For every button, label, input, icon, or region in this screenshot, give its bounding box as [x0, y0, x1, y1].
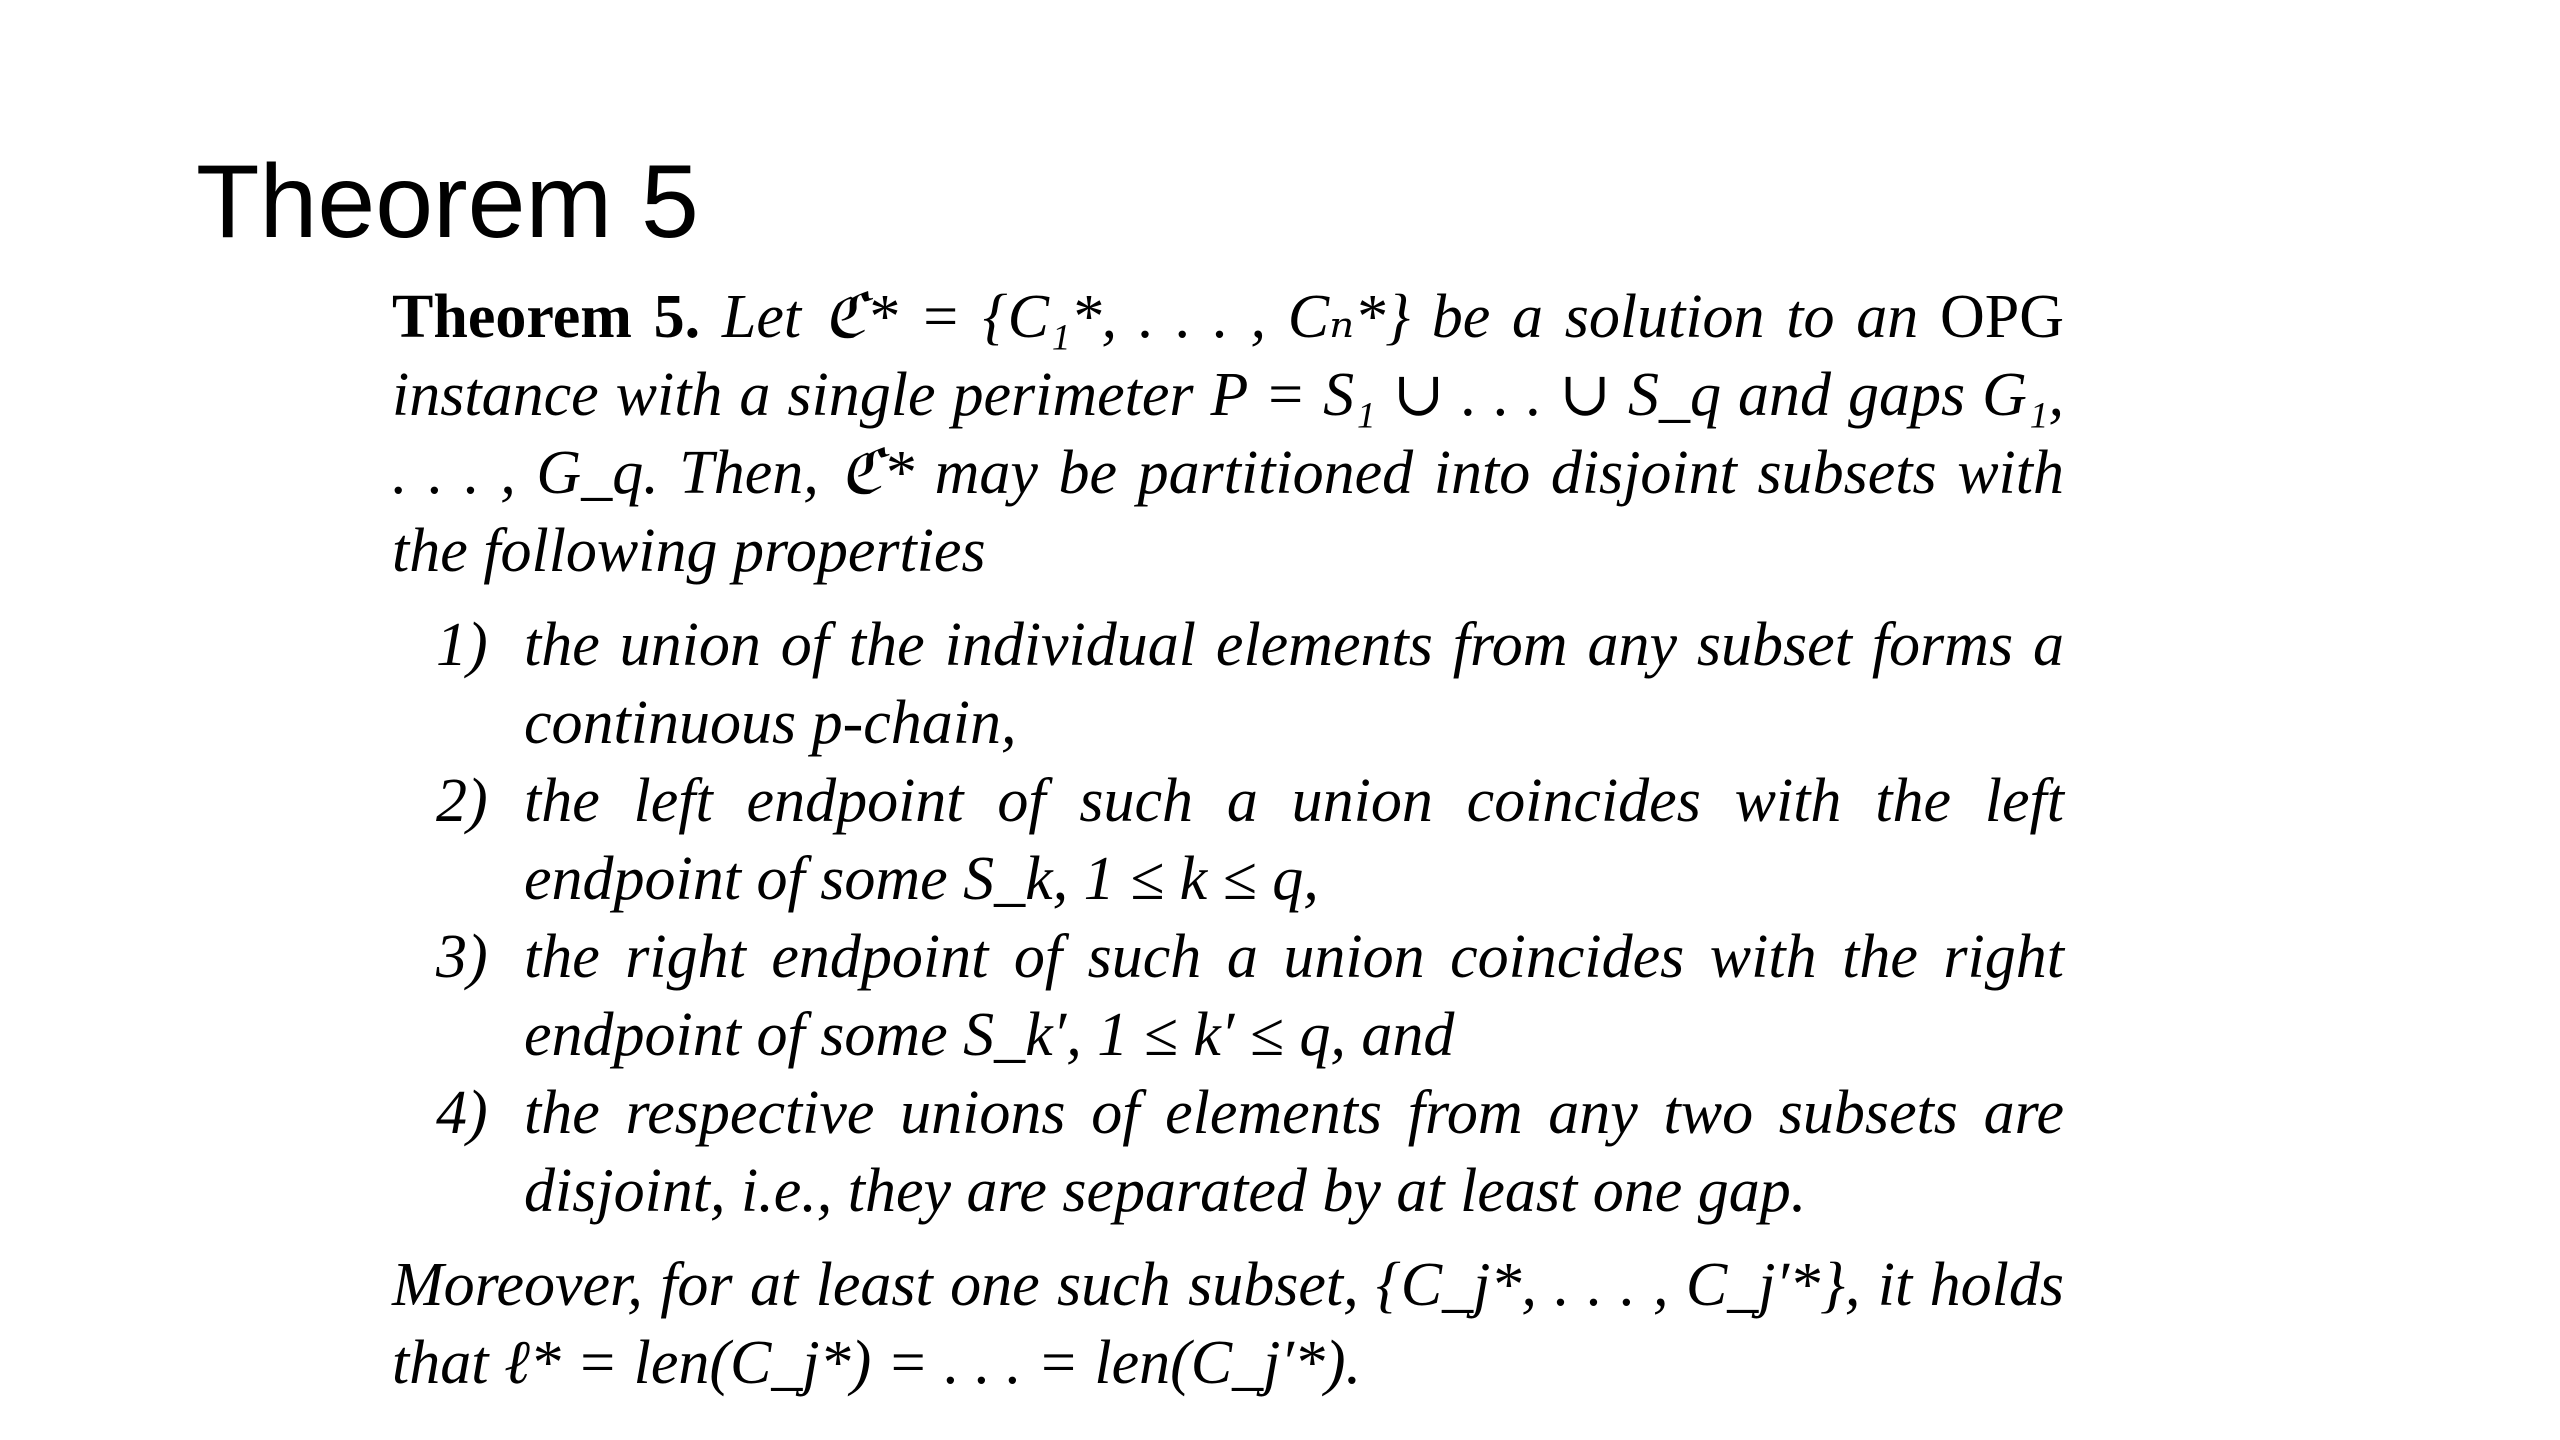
- statement-part-4: instance with a single perimeter: [392, 361, 1211, 429]
- property-item: [392, 762, 2064, 918]
- property-text: the respective unions of elements from any two subsets are disjoint, i.e., they are separated by at least one gap.: [524, 1079, 2064, 1225]
- property-item: [392, 606, 2064, 762]
- property-number: 4): [436, 1079, 488, 1147]
- theorem-statement: [392, 278, 2064, 590]
- slide-title: Theorem 5: [196, 144, 699, 260]
- statement-part-6: and gaps: [1721, 361, 1983, 429]
- gaps-expression: G₁, . . . , G_q: [392, 361, 2064, 507]
- property-number: 1): [436, 611, 488, 679]
- opg-acronym: OPG: [1940, 283, 2065, 351]
- property-text: the right endpoint of such a union coincides with the right endpoint of some S_k′, 1 ≤ k′ ≤ q, and: [524, 923, 2064, 1069]
- perimeter-expression: P = S₁ ∪ . . . ∪ S_q: [1210, 361, 1722, 429]
- property-text: the left endpoint of such a union coincides with the left endpoint of some S_k, 1 ≤ k ≤ q,: [524, 767, 2064, 913]
- theorem-conclusion: Moreover, for at least one such subset, {C_j*, . . . , C_j′*}, it holds that ℓ* = len(C_j*) = . . . = len(C_j′*).: [392, 1251, 2064, 1397]
- statement-part-3: } be a solution to an: [1385, 283, 1941, 351]
- statement-part-8: . Then, ℭ* may be partitioned into disjoint subsets with the following properties: [392, 439, 2065, 585]
- statement-part-2: C₁*, . . . , Cₙ*: [1007, 283, 1386, 351]
- property-item: [392, 918, 2064, 1074]
- theorem-label: Theorem 5.: [392, 283, 701, 351]
- property-item: [392, 1074, 2064, 1230]
- property-list: [392, 606, 2064, 1230]
- statement-part-1: Let ℭ* = {: [721, 283, 1008, 351]
- theorem-block: [392, 278, 2064, 1402]
- property-text: the union of the individual elements from any subset forms a continuous p-chain,: [524, 611, 2064, 757]
- property-number: 2): [436, 767, 488, 835]
- property-number: 3): [436, 923, 488, 991]
